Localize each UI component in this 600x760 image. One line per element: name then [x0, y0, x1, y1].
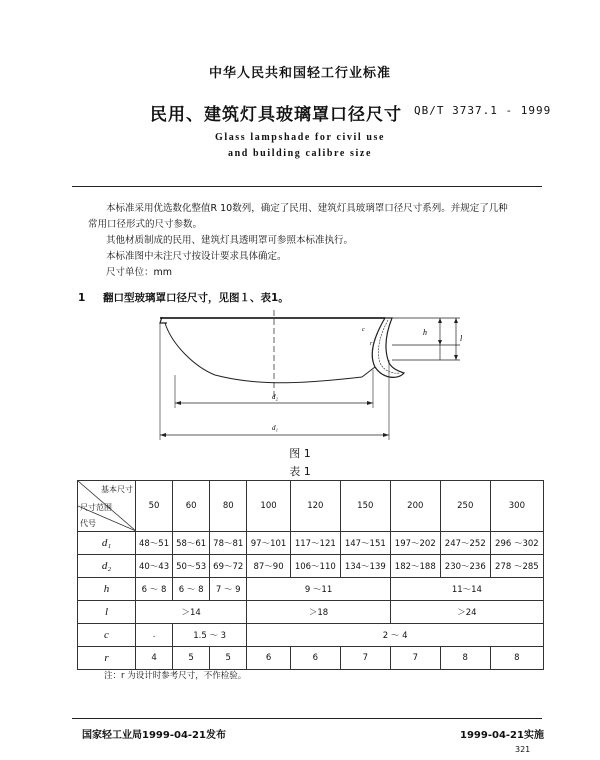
table-cell: 6 ～ 8	[173, 578, 210, 601]
c-label: c	[362, 327, 365, 333]
row-label: r	[78, 647, 136, 670]
col-header: 100	[247, 481, 291, 532]
table-cell: 147～151	[340, 532, 390, 555]
table-cell: ＞14	[136, 601, 247, 624]
table-note: 注：r 为设计时参考尺寸，不作检验。	[104, 671, 247, 681]
top-divider	[72, 186, 542, 187]
issuer-line: 国家轻工业局1999-04-21发布	[82, 730, 226, 741]
unit-paragraph: 尺寸单位：mm	[106, 267, 173, 278]
bottom-divider	[72, 718, 542, 719]
table-row-d1	[78, 532, 544, 555]
table-cell: 278 ～285	[490, 555, 543, 578]
h-label: h	[423, 328, 427, 337]
table-corner-cell	[78, 481, 136, 532]
corner-bot-label: 代号	[80, 519, 96, 528]
page-number: 321	[515, 745, 531, 754]
l-label: l	[460, 334, 463, 343]
col-header: 150	[340, 481, 390, 532]
col-header: 250	[440, 481, 490, 532]
table-row-c	[78, 624, 544, 647]
table-cell: 2 ～ 4	[247, 624, 544, 647]
dimension-table	[77, 480, 544, 670]
table-cell: 4	[136, 647, 173, 670]
d1-label: d₁	[272, 424, 278, 432]
table-row-d2	[78, 555, 544, 578]
table-cell: 296 ～302	[490, 532, 543, 555]
col-header: 200	[390, 481, 440, 532]
lampshade-figure	[100, 305, 480, 445]
table-cell: 40～43	[136, 555, 173, 578]
table-cell: 117～121	[290, 532, 340, 555]
table-cell: 11～14	[390, 578, 543, 601]
table-cell: 6 ～ 8	[136, 578, 173, 601]
table-cell: 106～110	[290, 555, 340, 578]
table-cell: 78～81	[210, 532, 247, 555]
table-cell: 7	[340, 647, 390, 670]
table-cell: 134～139	[340, 555, 390, 578]
row-label: d₂	[78, 555, 136, 578]
table-cell: 247～252	[440, 532, 490, 555]
table-cell: ＞18	[247, 601, 391, 624]
corner-mid-label: 尺寸范围	[80, 503, 112, 512]
standard-title: 民用、建筑灯具玻璃罩口径尺寸	[150, 105, 402, 125]
row-label: d₁	[78, 532, 136, 555]
col-header: 50	[136, 481, 173, 532]
table-row-h	[78, 578, 544, 601]
section-1-heading	[78, 290, 289, 305]
table-cell: .	[136, 624, 173, 647]
table-cell: 5	[210, 647, 247, 670]
row-label: c	[78, 624, 136, 647]
intro-paragraph: 本标准采用优选数化整值R 10数列，确定了民用、建筑灯具玻璃罩口径尺寸系列。并规定了几种	[106, 203, 508, 214]
table-cell: 87～90	[247, 555, 291, 578]
table-cell: 8	[490, 647, 543, 670]
table-cell: ＞24	[390, 601, 543, 624]
table-cell: 97～101	[247, 532, 291, 555]
table-cell: 6	[247, 647, 291, 670]
table-cell: 1.5 ～ 3	[173, 624, 247, 647]
col-header: 300	[490, 481, 543, 532]
table-cell: 8	[440, 647, 490, 670]
table-cell: 6	[290, 647, 340, 670]
table-cell: 5	[173, 647, 210, 670]
r-label: r	[370, 341, 373, 347]
unspecified-dim-paragraph: 本标准图中未注尺寸按设计要求具体确定。	[106, 251, 287, 262]
table-cell: 9 ～11	[247, 578, 391, 601]
table-cell: 48～51	[136, 532, 173, 555]
material-paragraph: 其他材质制成的民用、建筑灯具透明罩可参照本标准执行。	[106, 235, 354, 246]
figure-caption: 图 1	[289, 447, 311, 460]
table-cell: 50～53	[173, 555, 210, 578]
table-header-row	[78, 481, 544, 532]
col-header: 60	[173, 481, 210, 532]
row-label: l	[78, 601, 136, 624]
d2-label: d₂	[272, 393, 278, 401]
table-cell: 197～202	[390, 532, 440, 555]
row-label: h	[78, 578, 136, 601]
table-cell: 69～72	[210, 555, 247, 578]
table-cell: 7 ～ 9	[210, 578, 247, 601]
effective-date: 1999-04-21实施	[460, 730, 544, 741]
table-cell: 230～236	[440, 555, 490, 578]
english-title-line-1: Glass lampshade for civil use	[214, 132, 386, 143]
intro-paragraph-cont: 常用口径形式的尺寸参数。	[88, 219, 203, 230]
table-row-l	[78, 601, 544, 624]
col-header: 80	[210, 481, 247, 532]
table-cell: 182～188	[390, 555, 440, 578]
standard-code: QB/T 3737.1 - 1999	[414, 104, 552, 117]
table-cell: 7	[390, 647, 440, 670]
col-header: 120	[290, 481, 340, 532]
corner-top-label: 基本尺寸	[101, 485, 133, 494]
section-number: 1	[78, 292, 86, 304]
table-caption: 表 1	[289, 465, 311, 478]
table-row-r	[78, 647, 544, 670]
section-text: 翻口型玻璃罩口径尺寸，见图１、表1。	[102, 292, 289, 304]
table-cell: 58～61	[173, 532, 210, 555]
english-title-line-2: and building calibre size	[227, 148, 372, 159]
org-title: 中华人民共和国轻工行业标准	[208, 66, 391, 81]
